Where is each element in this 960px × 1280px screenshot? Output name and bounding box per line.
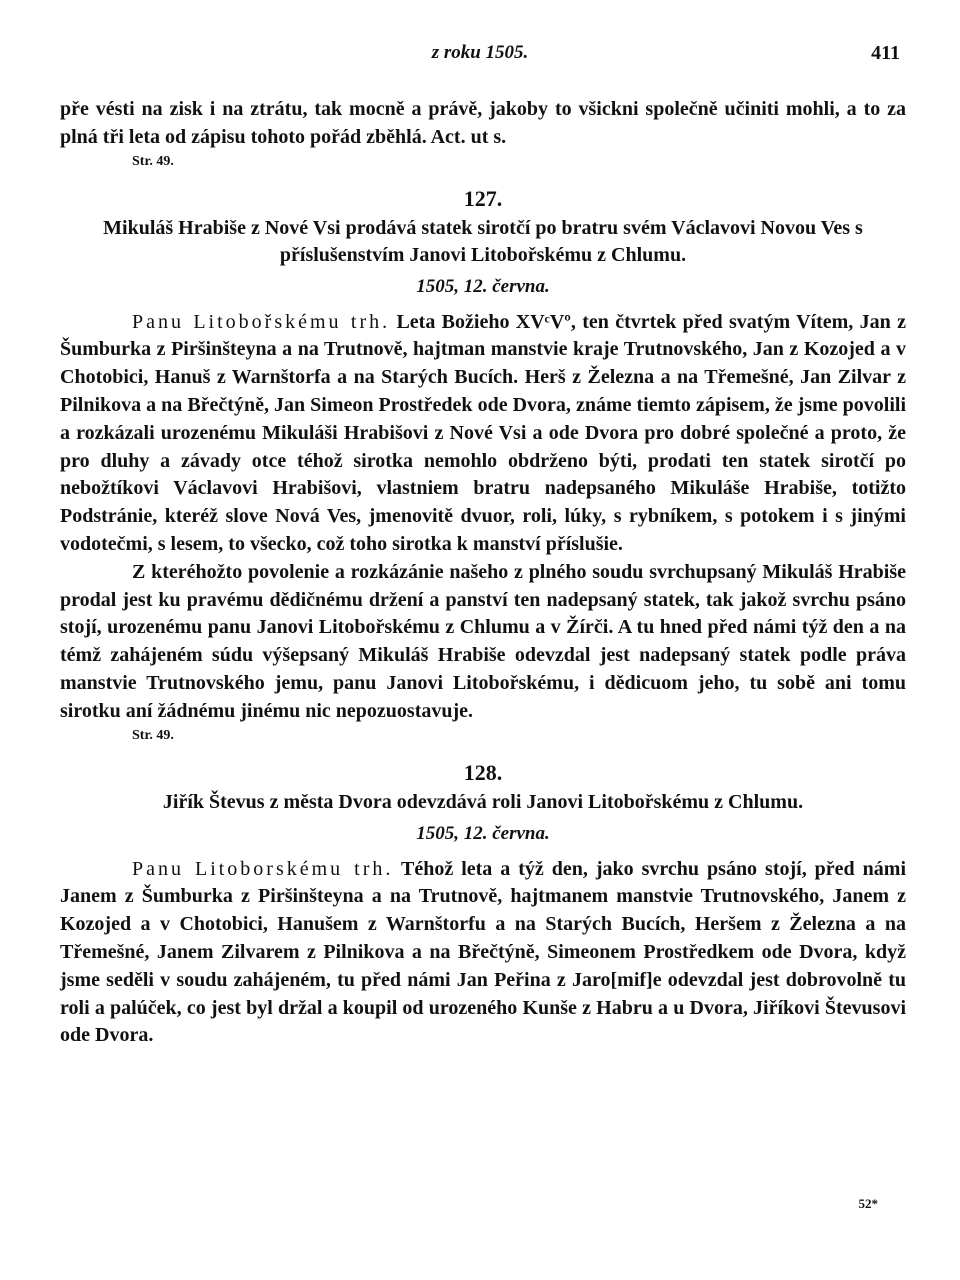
entry-date: 1505, 12. června.: [416, 822, 550, 844]
entry-paragraph: Z kteréhožto povolenie a rozkázánie našeho z plného soudu svrchupsaný Mikuláš Hrabiše prodal jest ku pravému dědičnému držení a panství ten nadepsaný statek, tak jakož svrchu psáno stojí, urozenému panu Janovi Litobořskému z Chlumu a v Žírči. A tu hned před námi týž den a na témž zahájeném súdu výšepsaný Mikuláš Hrabiše odevzdal jest nadepsaný statek podle práva manstvie Trutnovského jemu, panu Janovi Litobořskému, i dědicuom jeho, tu sobě ani tomu sirotku aní žádnému jinému nic nepozuostavuje.: [60, 560, 906, 722]
source-reference: Str. 49.: [132, 727, 174, 743]
entry-summary: Mikuláš Hrabiše z Nové Vsi prodává statek sirotčí po bratru svém Václavovi Novou Ves s příslušenstvím Janovi Litobořskému z Chlumu.: [103, 216, 863, 266]
signature-mark: 52*: [858, 1196, 878, 1211]
entry-summary: Jiřík Števus z města Dvora odevzdává roli Janovi Litobořskému z Chlumu.: [162, 790, 804, 813]
page-body: [60, 96, 906, 1050]
entry-127: [60, 185, 906, 745]
page-number: 411: [871, 42, 900, 64]
entry-number: 127.: [463, 185, 503, 211]
running-header: [60, 42, 900, 72]
entry-paragraph: [60, 856, 906, 1051]
entry-date: 1505, 12. června.: [416, 275, 550, 297]
entry-number: 128.: [463, 759, 503, 785]
source-reference: Str. 49.: [132, 153, 174, 169]
entry-paragraph: [60, 309, 906, 559]
running-title: z roku 1505.: [431, 42, 529, 63]
entry-paragraph-text: Téhož leta a týž den, jako svrchu psáno stojí, před námi Janem z Šumburka z Piršinšteyna a na Trutnově, hajtmanem manstvie Trutnovského, Janem z Kozojed a v Chotobici, Hanušem z Warnštorfu a na Starých Bucích, Heršem z Železna a na Třemešné, Janem Zilvarem z Pilnikova a na Břečtýně, Simeonem Prostředkem ode Dvora, když jsme seděli v soudu zahájeném, tu před námi Jan Peřina z Jaro[mif]e odevzdal jest dobrovolně tu roli a palúček, co jest byl držal a koupil od urozeného Kunše z Habru a u Dvora, Jiříkovi Števusovi ode Dvora.: [60, 857, 906, 1047]
entry-lead: Panu Litoborskému trh.: [132, 857, 394, 880]
entry-lead: Panu Litobořskému trh.: [132, 310, 391, 333]
continuation-paragraph: pře vésti na zisk i na ztrátu, tak mocně a právě, jakoby to všickni společně učiniti mohli, a to za plná tři leta od zápisu tohoto pořád zběhlá. Act. ut s.: [60, 98, 906, 148]
entry-paragraph-text: Leta Božieho XVᶜVº, ten čtvrtek před svatým Vítem, Jan z Šumburka z Piršinšteyna a na Trutnově, hajtman manstvie kraje Trutnovského, Jan z Kozojed a v Chotobici, Hanuš z Warnštorfa a na Starých Bucích. Herš z Železna a na Třemešné, Jan Zilvar z Pilnikova a na Břečtýně, Jan Simeon Prostředek ode Dvora, známe tiemto zápisem, že jsme povolili a rozkázali urozenému Mikuláši Hrabišovi z Nové Vsi a ode Dvora pro dobré společné a proto, že pro dluhy a závady otce téhož sirotka nemohlo obdrženo býti, prodati ten statek sirotčí po nebožtíkovi Václavovi Hrabišovi, vlastniem bratru nadepsaného Mikuláše Hrabiše, totižto Podstránie, kteréž slove Nová Ves, jmenovitě dvuor, roli, lúky, s rybníkem, s potokem i s jinými vodotečmi, s lesem, to všecko, což toho sirotka k manství příslušie.: [60, 310, 906, 555]
entry-128: [60, 759, 906, 1051]
